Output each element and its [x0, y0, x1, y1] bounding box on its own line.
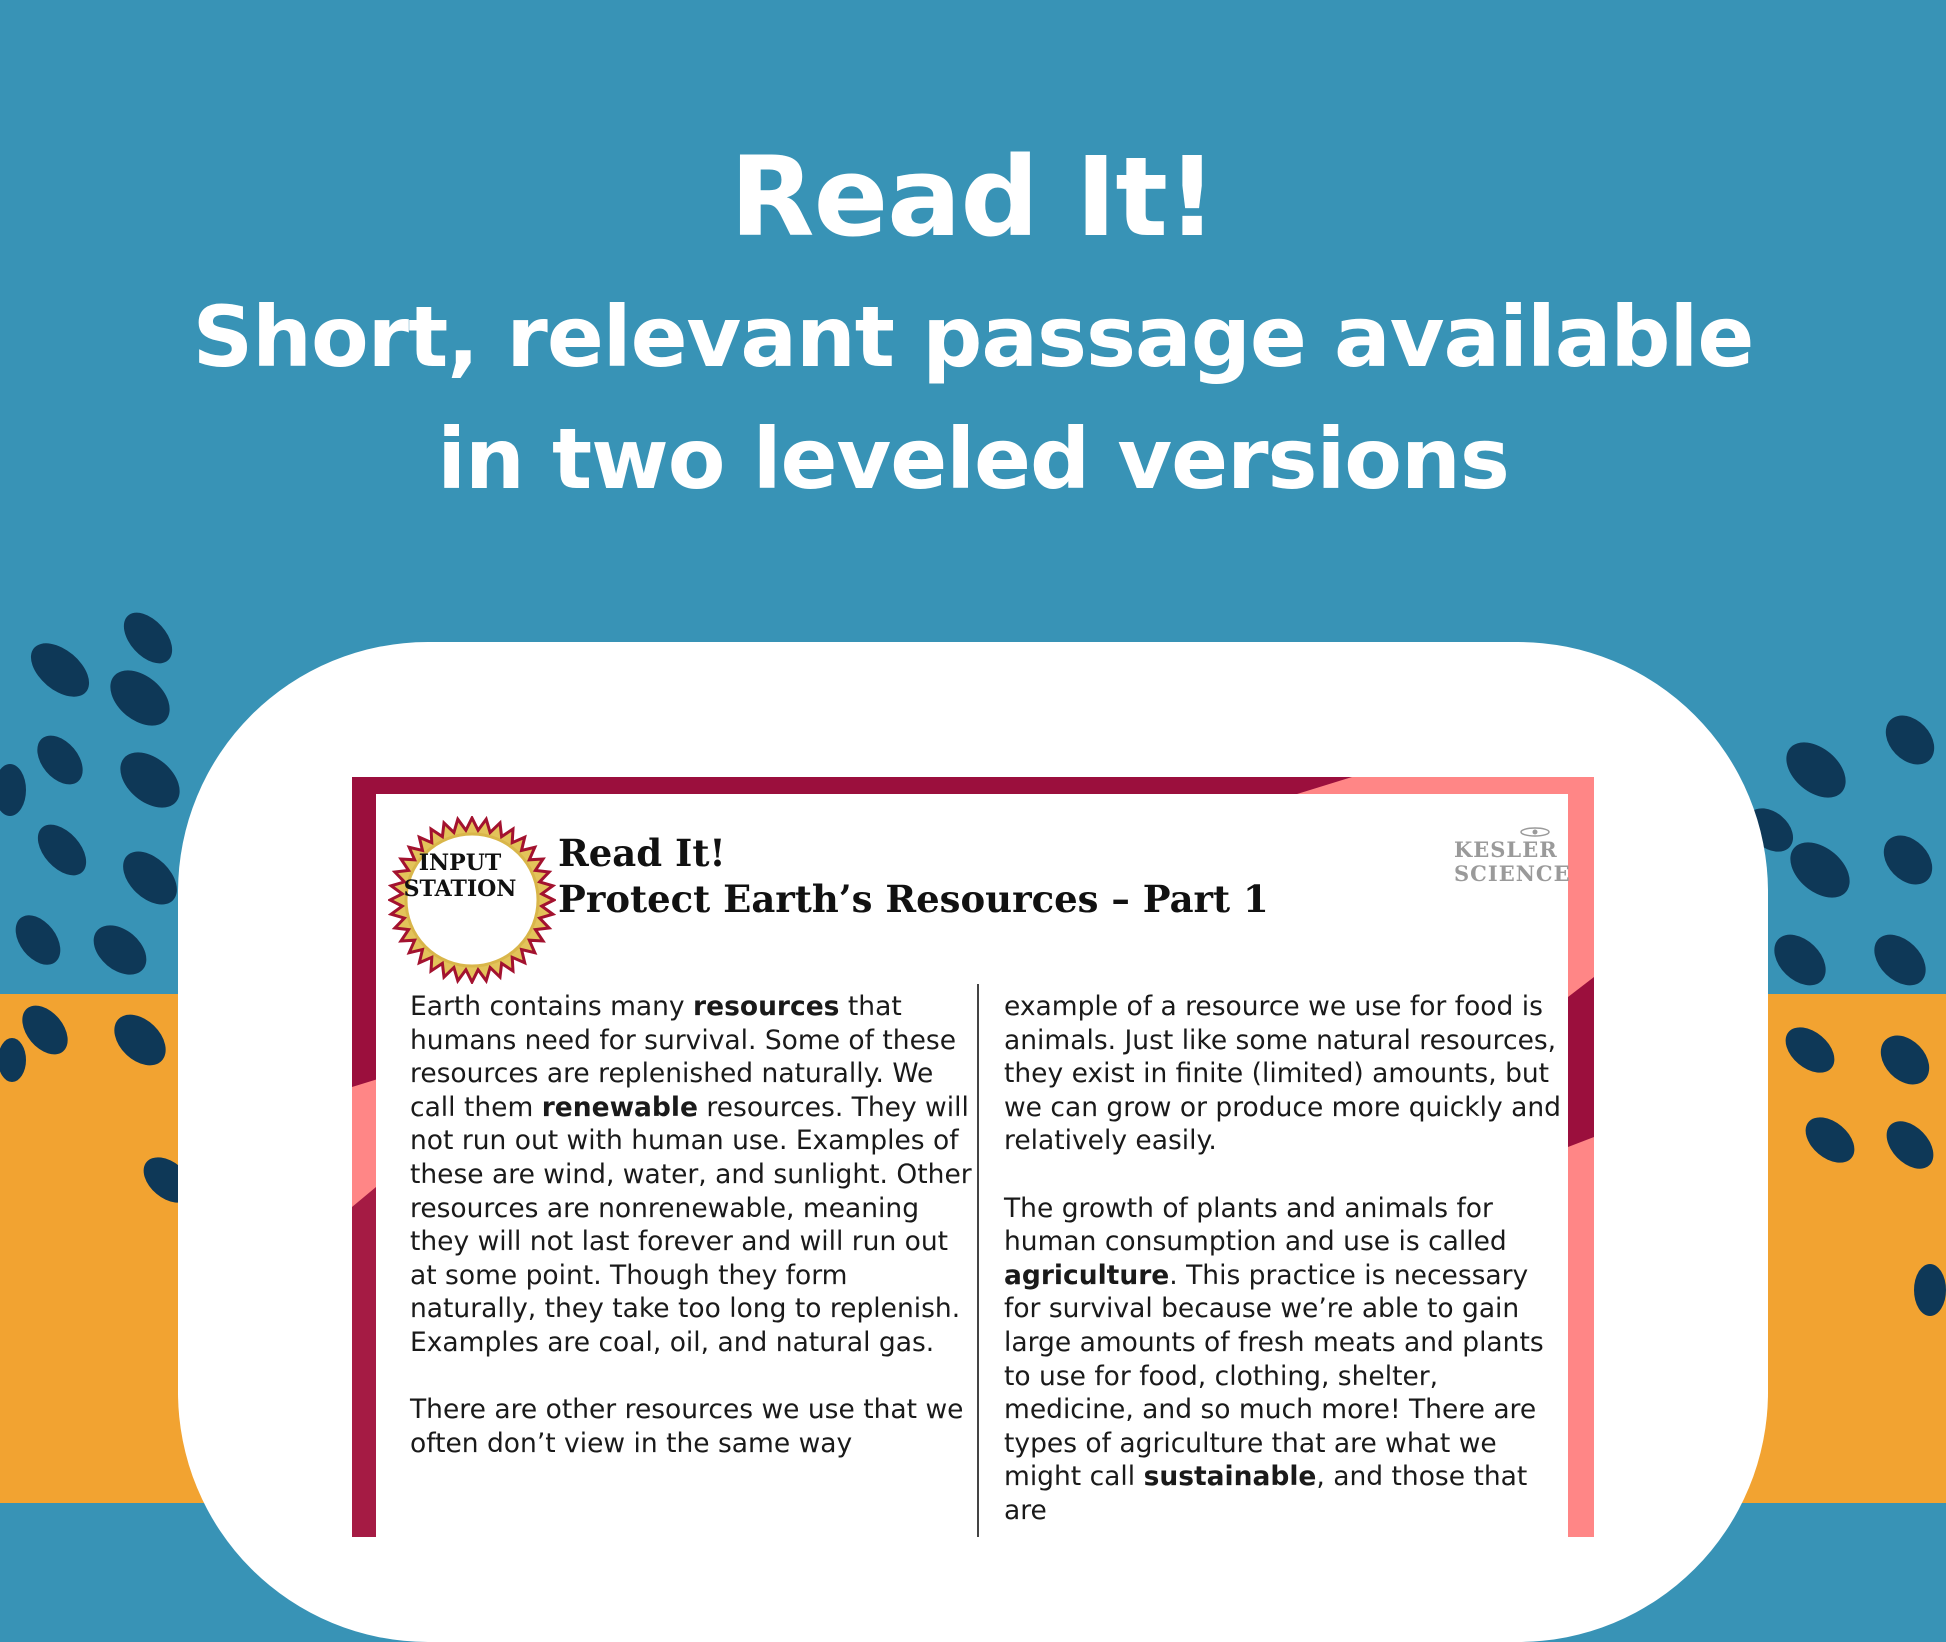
decorative-dot [0, 764, 26, 816]
worksheet-page [376, 794, 1571, 1537]
worksheet-title: Read It! [558, 831, 726, 875]
decorative-dot [113, 841, 187, 914]
decorative-dot [1797, 1108, 1863, 1172]
decorative-dot [105, 1005, 176, 1075]
text-run: The growth of plants and animals for human consumption and use is called [1004, 1192, 1507, 1258]
passage-paragraph: There are other resources we use that we often don’t view in the same way [410, 1394, 964, 1459]
text-run: Earth contains many [410, 991, 694, 1022]
vocab-term-sustainable: sustainable [1143, 1461, 1317, 1493]
decorative-dot [1876, 706, 1944, 774]
worksheet-preview [352, 777, 1594, 1537]
decorative-dot [28, 727, 92, 793]
decorative-dot [29, 816, 96, 885]
passage-paragraph [410, 990, 980, 1360]
decorative-dot [1878, 1112, 1943, 1177]
badge-label-line-2: STATION [403, 876, 517, 902]
badge-label-line-1: INPUT [418, 850, 502, 876]
decorative-dot [1871, 1026, 1939, 1094]
text-run: . This practice is necessary for survival because we’re able to gain large amounts of fresh meats and plants to use for food, clothing, shelter, medicine, and so much more! There are types of agriculture that are what we might call [1004, 1259, 1544, 1493]
brand-logo [1454, 824, 1571, 898]
passage-paragraph: example of a resource we use for food is animals. Just like some natural resources, they exist in finite (limited) amounts, but we can grow or produce more quickly and relatively easily. [1004, 991, 1561, 1157]
vocab-term-agriculture: agriculture [1004, 1259, 1170, 1291]
decorative-dot [1765, 925, 1836, 995]
passage-paragraph [1004, 1192, 1564, 1528]
decorative-dot [1914, 1264, 1946, 1316]
decorative-dot [1865, 925, 1936, 995]
decorative-dot [1777, 1018, 1843, 1082]
vocab-term-resources: resources [693, 991, 840, 1022]
decorative-dot [110, 741, 190, 818]
decorative-dot [7, 907, 70, 973]
worksheet-subtitle: Protect Earth’s Resources – Part 1 [558, 877, 1269, 921]
decorative-dot [100, 659, 180, 736]
headline-subtitle-line-2: in two leveled versions [437, 410, 1509, 508]
decorative-dot [115, 604, 182, 673]
text-run: that humans need for survival. Some of these resources are replenished naturally. We call them [410, 991, 956, 1123]
brand-line-1: KESLER [1454, 837, 1558, 862]
headline-subtitle-line-1: Short, relevant passage available [192, 288, 1754, 386]
text-run: resources. They will not run out with human use. Examples of these are wind, water, and sunlight. Other resources are nonrenewable, meaning they will not last forever and will run out at some point. Though they form naturally, they take too long to replenish. Examples are coal, oil, and natural gas. [410, 1091, 972, 1358]
decorative-dot [21, 633, 99, 707]
brand-line-2: SCIENCE [1454, 861, 1571, 886]
decorative-dot [84, 915, 156, 984]
passage-left-column [410, 990, 980, 1494]
text-run: , and those that are [1004, 1461, 1528, 1526]
vocab-term-renewable: renewable [541, 1091, 698, 1123]
decorative-dot [1874, 826, 1942, 894]
column-divider [977, 984, 979, 1537]
decorative-dot [0, 1038, 26, 1082]
decorative-dot [1776, 731, 1856, 808]
headline-title: Read It! [729, 133, 1217, 261]
passage-right-column [1004, 990, 1564, 1537]
